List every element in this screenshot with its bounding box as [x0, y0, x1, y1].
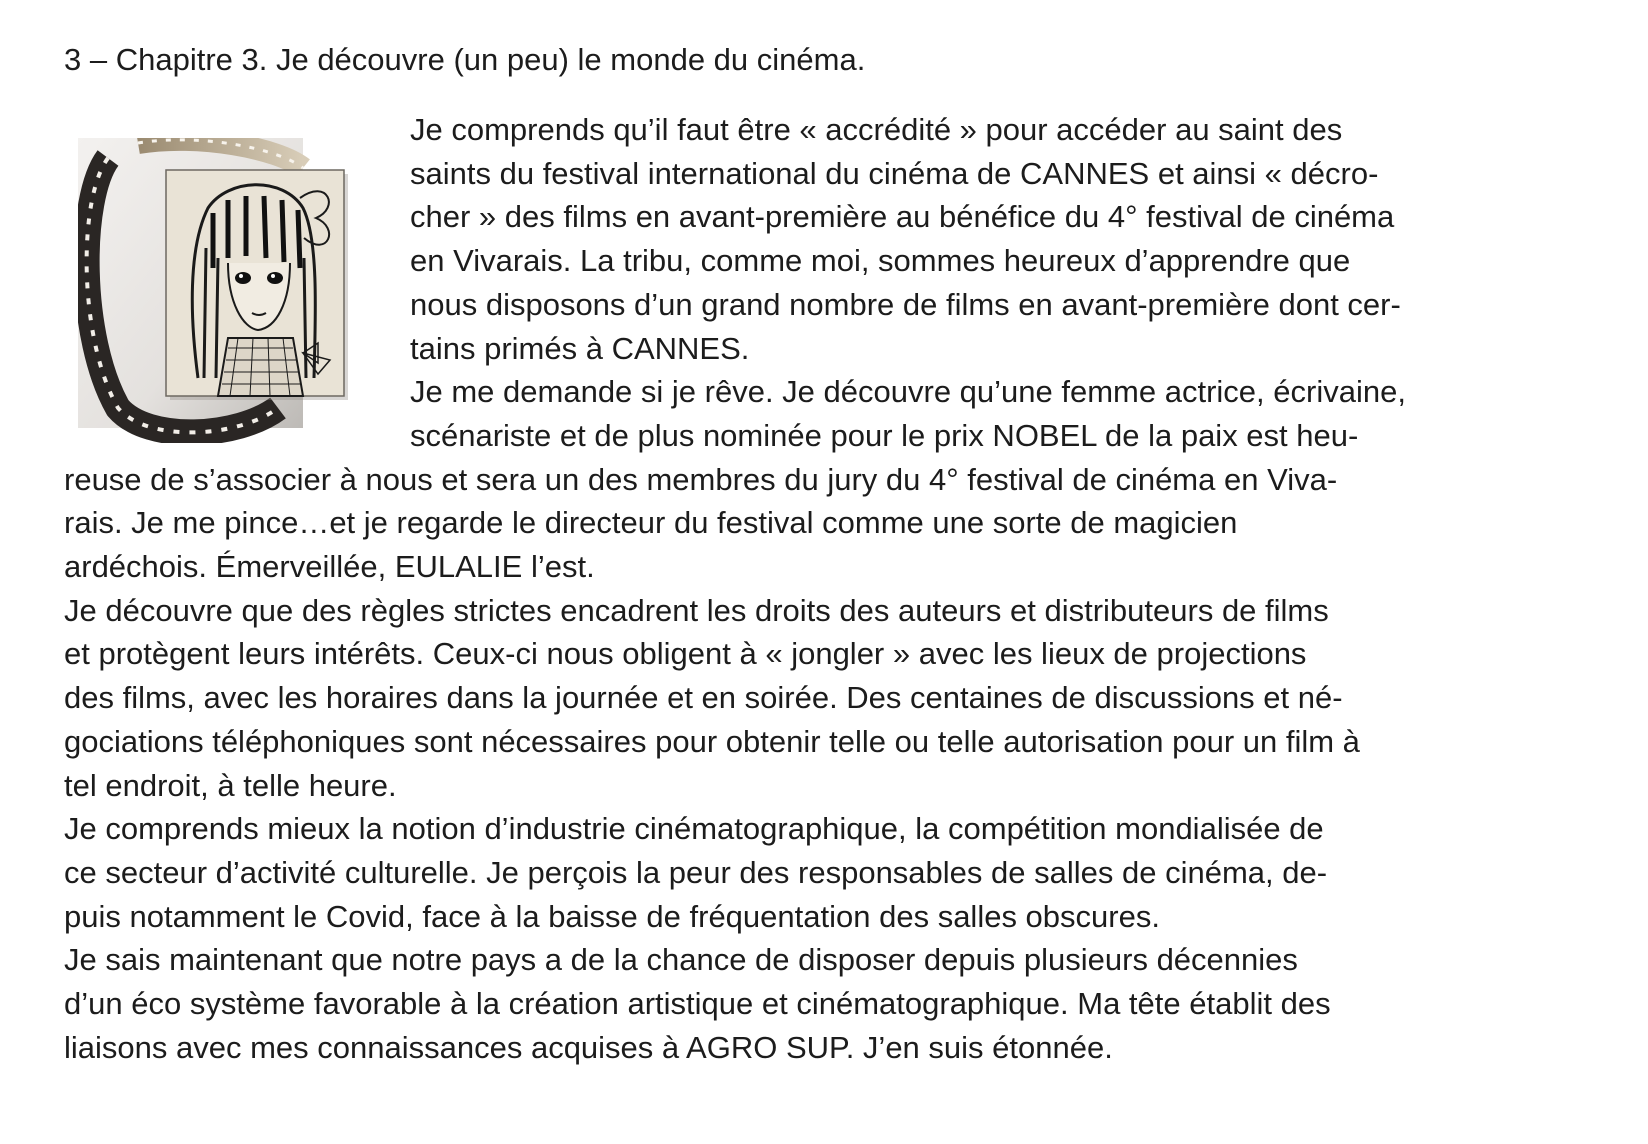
document-page — [64, 38, 1604, 1069]
text-line: rais. Je me pince…et je regarde le directeur du festival comme une sorte de magicien — [64, 505, 1238, 541]
text-line: ardéchois. Émerveillée, EULALIE l’est. — [64, 549, 595, 585]
text-line: Je comprends qu’il faut être « accrédité » pour accéder au saint des — [410, 112, 1343, 147]
text-line: scénariste et de plus nominée pour le prix NOBEL de la paix est heu- — [410, 417, 1359, 453]
text-line: reuse de s’associer à nous et sera un des membres du jury du 4° festival de cinéma en Viva- — [64, 461, 1338, 497]
text-line: Je comprends mieux la notion d’industrie cinématographique, la compétition mondialisée de — [64, 811, 1324, 847]
text-line: tains primés à CANNES. — [410, 330, 750, 366]
text-line: puis notamment le Covid, face à la baisse de fréquentation des salles obscures. — [64, 898, 1160, 934]
text-line: d’un éco système favorable à la création artistique et cinématographique. Ma tête établit des — [64, 986, 1331, 1022]
text-line: cher » des films en avant-première au bénéfice du 4° festival de cinéma — [410, 199, 1395, 235]
text-line: Je sais maintenant que notre pays a de la chance de disposer depuis plusieurs décennies — [64, 942, 1298, 978]
chapter-heading: 3 – Chapitre 3. Je découvre (un peu) le monde du cinéma. — [64, 42, 866, 77]
text-line: des films, avec les horaires dans la journée et en soirée. Des centaines de discussions et né- — [64, 680, 1343, 716]
text-line: Je découvre que des règles strictes encadrent les droits des auteurs et distributeurs de films — [64, 592, 1329, 628]
text-line: tel endroit, à telle heure. — [64, 767, 397, 803]
text-line: liaisons avec mes connaissances acquises à AGRO SUP. J’en suis étonnée. — [64, 1029, 1113, 1065]
text-line: nous disposons d’un grand nombre de films en avant-première dont cer- — [410, 286, 1401, 322]
text-line: en Vivarais. La tribu, comme moi, sommes heureux d’apprendre que — [410, 243, 1351, 279]
text-line: Je me demande si je rêve. Je découvre qu’une femme actrice, écrivaine, — [410, 374, 1406, 410]
film-reel-manga-girl-icon — [78, 138, 358, 443]
text-line: et protègent leurs intérêts. Ceux-ci nous obligent à « jongler » avec les lieux de projections — [64, 636, 1307, 672]
text-line: gociations téléphoniques sont nécessaires pour obtenir telle ou telle autorisation pour un film à — [64, 723, 1360, 759]
text-line: saints du festival international du cinéma de CANNES et ainsi « décro- — [410, 155, 1379, 191]
text-line: ce secteur d’activité culturelle. Je perçois la peur des responsables de salles de cinéma, de- — [64, 854, 1328, 890]
